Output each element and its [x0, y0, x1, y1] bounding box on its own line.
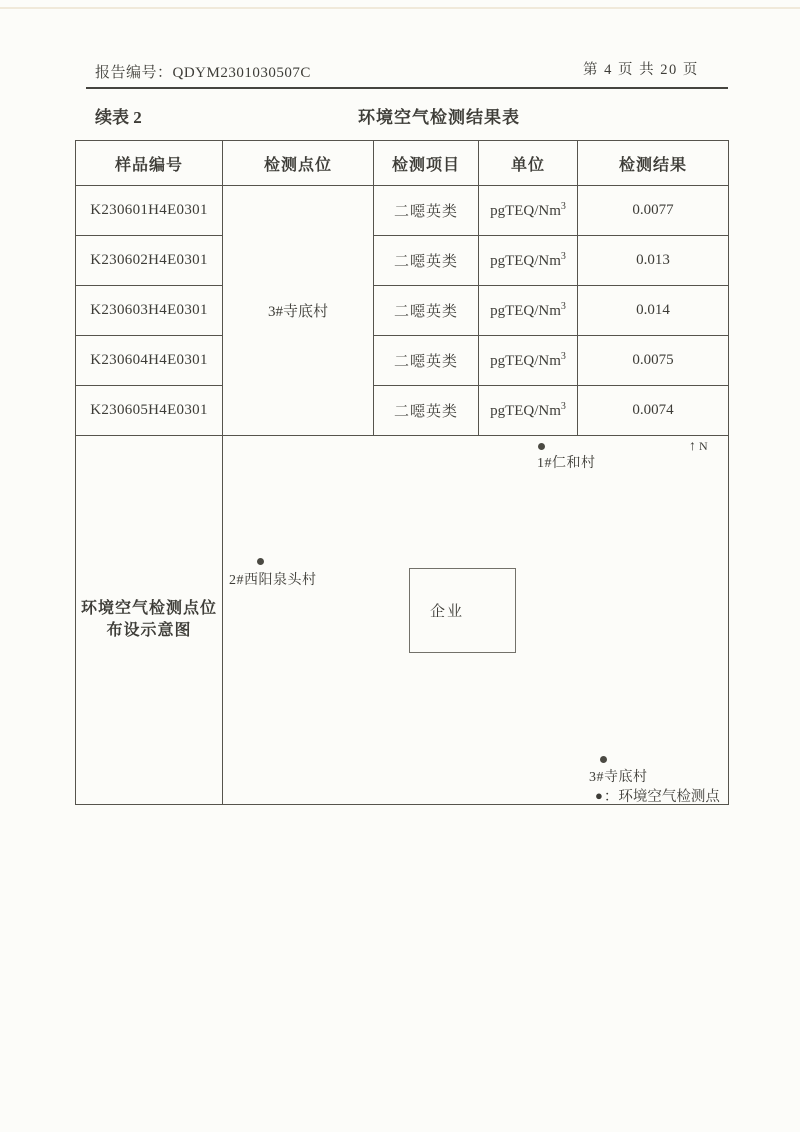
unit-base: pgTEQ/Nm — [490, 353, 561, 369]
diagram-caption-cell — [76, 436, 223, 805]
page-title: 环境空气检测结果表 — [358, 108, 520, 127]
enterprise-label: 企业 — [430, 604, 465, 620]
north-indicator — [689, 439, 708, 455]
monitor-point-label-2: 2#西阳泉头村 — [229, 573, 317, 588]
continued-table-label: 续表 2 — [95, 108, 142, 127]
item-cell: 二噁英类 — [374, 336, 479, 386]
item-cell: 二噁英类 — [374, 386, 479, 436]
site-layout-map — [223, 436, 728, 804]
col-header-unit: 单位 — [479, 141, 578, 186]
unit-exponent: 3 — [560, 301, 566, 312]
report-number-value: QDYM2301030507C — [172, 65, 311, 81]
diagram-map-cell — [223, 436, 729, 805]
diagram-caption-line2: 布设示意图 — [106, 622, 192, 639]
col-header-result: 检测结果 — [578, 141, 729, 186]
item-cell: 二噁英类 — [374, 236, 479, 286]
table-header-row — [76, 141, 729, 186]
sample-id-cell: K230604H4E0301 — [76, 336, 223, 386]
item-cell: 二噁英类 — [374, 186, 479, 236]
table-row — [76, 236, 729, 286]
diagram-caption-line1: 环境空气检测点位 — [80, 600, 217, 617]
sample-id-cell: K230603H4E0301 — [76, 286, 223, 336]
results-table — [75, 140, 729, 805]
result-cell: 0.014 — [578, 286, 729, 336]
col-header-item: 检测项目 — [374, 141, 479, 186]
north-arrow-icon: ↑ — [689, 439, 696, 454]
unit-cell — [479, 236, 578, 286]
sample-id-cell: K230605H4E0301 — [76, 386, 223, 436]
unit-exponent: 3 — [560, 351, 566, 362]
monitor-point-label-1: 1#仁和村 — [537, 456, 596, 471]
unit-cell — [479, 386, 578, 436]
unit-cell — [479, 286, 578, 336]
unit-base: pgTEQ/Nm — [490, 203, 561, 219]
unit-exponent: 3 — [560, 251, 566, 262]
monitor-point-dot-3 — [600, 756, 607, 763]
sample-id-cell: K230602H4E0301 — [76, 236, 223, 286]
item-cell: 二噁英类 — [374, 286, 479, 336]
location-merged-cell: 3#寺底村 — [223, 186, 374, 436]
report-number-line — [95, 61, 311, 82]
monitor-point-dot-2 — [257, 558, 264, 565]
table-row — [76, 336, 729, 386]
legend-dot-icon: ● — [595, 787, 603, 803]
unit-exponent: 3 — [560, 201, 566, 212]
table-row — [76, 286, 729, 336]
result-cell: 0.0074 — [578, 386, 729, 436]
page-indicator: 第 4 页 共 20 页 — [583, 62, 699, 78]
unit-base: pgTEQ/Nm — [490, 253, 561, 269]
map-legend — [595, 785, 720, 805]
unit-base: pgTEQ/Nm — [490, 303, 561, 319]
unit-cell — [479, 336, 578, 386]
monitor-point-label-3: 3#寺底村 — [589, 770, 648, 785]
col-header-location: 检测点位 — [223, 141, 374, 186]
result-cell: 0.013 — [578, 236, 729, 286]
result-cell: 0.0075 — [578, 336, 729, 386]
north-label: N — [699, 439, 708, 453]
sample-id-cell: K230601H4E0301 — [76, 186, 223, 236]
unit-cell — [479, 186, 578, 236]
monitor-point-dot-1 — [538, 443, 545, 450]
enterprise-box — [409, 568, 516, 653]
legend-text: ：环境空气检测点 — [603, 789, 720, 805]
scan-artifact-line — [0, 7, 800, 9]
report-number-label: 报告编号： — [95, 65, 173, 81]
header-rule — [86, 87, 728, 89]
unit-base: pgTEQ/Nm — [490, 403, 561, 419]
col-header-sample-id: 样品编号 — [76, 141, 223, 186]
result-cell: 0.0077 — [578, 186, 729, 236]
diagram-row — [76, 436, 729, 805]
unit-exponent: 3 — [560, 401, 566, 412]
table-row — [76, 386, 729, 436]
table-row — [76, 186, 729, 236]
